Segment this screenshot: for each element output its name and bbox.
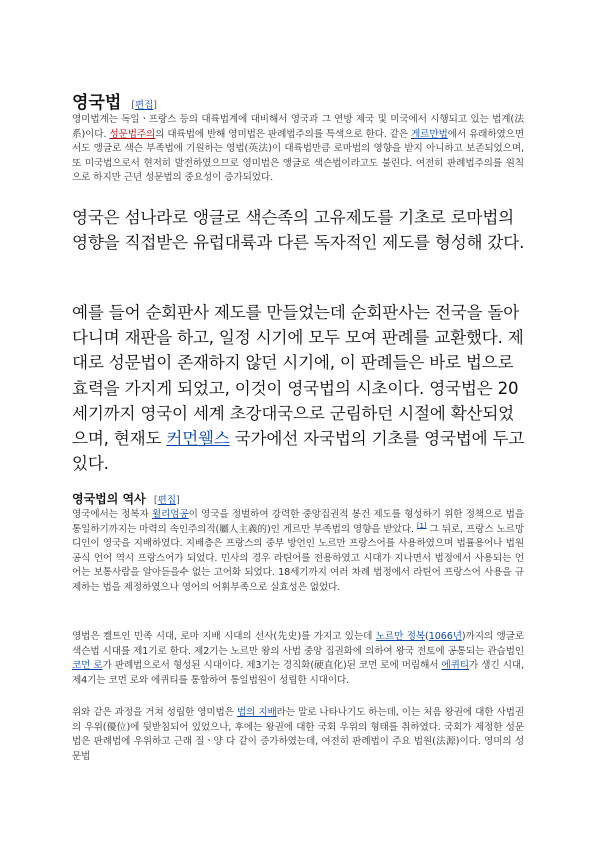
intro-paragraph — [72, 113, 524, 186]
link-rule-of-law[interactable]: 법의 지배 — [236, 707, 277, 718]
link-commonwealth[interactable]: 커먼웰스 — [166, 429, 230, 449]
text-span: ( — [425, 631, 429, 642]
link-germanic-law[interactable]: 게르만법 — [411, 128, 448, 140]
large-paragraph-1: 영국은 섬나라로 앵글로 색슨족의 고유제도를 기초로 로마법의 영향을 직접받은 유럽대륙과 다른 독자적인 제도를 형성해 갔다. — [72, 208, 525, 253]
text-span: 에서 유래하였으면서도 앵글로 색슨 부족법에 기원하는 영법(英法)이 대륙법만큼 로마법의 영향을 받지 아니하고 보존되었으며, 또 미국법으로서 현저히 발전하였으므로 영미법은 앵글로 색슨법이라고도 불린다. 여전히 판례법주의를 원칙으로 하지만 근년 성문법의 중요성이 증가되었다. — [72, 128, 524, 184]
link-william[interactable]: 윌리엄공 — [151, 509, 189, 520]
text-span: 그 뒤로, 프랑스 노르망디인이 영국을 지배하였다. 지배층은 프랑스의 중부 방언인 노르만 프랑스어를 사용하였으며 법률용어나 법원 공식 언어 역시 프랑스어가 되었다. 민사의 경우 라틴어를 전용하였고 시대가 지나면서 법정에서 사용되는 언어는 보통사람을 알아듣을수 없는 고어화 되었다. 18세기까지 여러 차례 법정에서 라틴어 프랑스어 사용을 규제하는 법을 제정하였으나 영어의 어휘부족으로 실효성은 없었다. — [72, 523, 524, 593]
text-span: )까지의 앵글로 색슨법 시대를 제1기로 한다. 제2기는 노르만 왕의 사법 중앙 집권화에 의하여 왕국 전토에 공통되는 관습법인 — [72, 631, 524, 657]
subsection-title-text: 영국법의 역사 — [72, 492, 146, 506]
link-norman-conquest[interactable]: 노르만 정복 — [375, 631, 426, 642]
footnote-link[interactable]: [1] — [416, 521, 427, 530]
text-span: 영법은 켈트인 민족 시대, 로마 지배 시대의 선사(先史)를 가지고 있는데 — [72, 631, 376, 642]
text-span: 위와 같은 과정을 거쳐 성립한 영미법은 — [72, 707, 237, 718]
link-statute-law[interactable]: 성문법주의 — [109, 128, 156, 140]
text-span: 가 판례법으로서 형성된 시대이다. 제3기는 경직화(硬直化)된 코먼 로에 머림해서 — [102, 660, 442, 672]
edit-link[interactable]: 편집 — [157, 495, 176, 506]
link-common-law[interactable]: 코먼 로 — [72, 660, 103, 672]
text-span: 라는 말로 나타나기도 하는데, 이는 처음 왕권에 대한 사법권의 우위(優位)에 뒷받침되어 있었으나, 후에는 왕권에 대한 국회 우위의 형태를 취하였다. 국회가 제정한 성문법은 판례법에 우위하고 근래 질ㆍ양 다 같이 증가하였는데, 여전히 판례법이 주요 법원(法源)이다. 영미의 성문법 — [72, 707, 524, 762]
edit-link-wrapper: [편집] — [131, 100, 157, 111]
edit-link-wrapper: [편집] — [153, 495, 180, 506]
edit-link[interactable]: 편집 — [134, 100, 154, 111]
history-paragraph-1 — [72, 508, 524, 596]
link-equity[interactable]: 에퀴티 — [441, 660, 470, 672]
text-span: 국가에선 자국법의 기초를 영국법에 두고 있다. — [72, 429, 525, 474]
text-span: 이 영국을 정벌하여 강력한 중앙집권적 봉건 제도를 형성하기 위한 정책으로 법을 통일하기까지는 마력의 속인주의적(屬人主義的)인 게르만 부족법의 영향을 받았다. — [72, 509, 524, 535]
large-paragraph-2 — [72, 300, 528, 476]
text-span: 영미법계는 독일ㆍ프랑스 등의 대륙법계에 대비해서 영국과 그 연방 제국 및 미국에서 시행되고 있는 법계(法系)이다. — [72, 114, 524, 140]
text-span: 영국에서는 정복자 — [72, 509, 152, 520]
history-paragraph-3 — [72, 706, 524, 764]
subsection-title — [72, 490, 180, 507]
history-paragraph-2 — [72, 630, 524, 688]
section-title — [72, 88, 157, 113]
section-title-text: 영국법 — [72, 93, 122, 113]
text-span: 예를 들어 순회판사 제도를 만들었는데 순회판사는 전국을 돌아다니며 재판을 하고, 일정 시기에 모두 모여 판례를 교환했다. 제대로 성문법이 존재하지 않던 시기에, 이 판례들은 바로 법으로 효력을 가지게 되었고, 이것이 영국법의 시초이다. 영국법은 20세기까지 영국이 세계 초강대국으로 군림하던 시절에 확산되었으며, 현재도 — [72, 303, 524, 449]
link-1066[interactable]: 1066년 — [428, 631, 462, 642]
text-span: 의 대륙법에 반해 영미법은 판례법주의를 특색으로 한다. 같은 — [155, 128, 412, 140]
text-span: 가 생긴 시대, 제4기는 코먼 로와 에퀴티를 통합하여 통일법원이 성립한 시대이다. — [72, 660, 524, 686]
